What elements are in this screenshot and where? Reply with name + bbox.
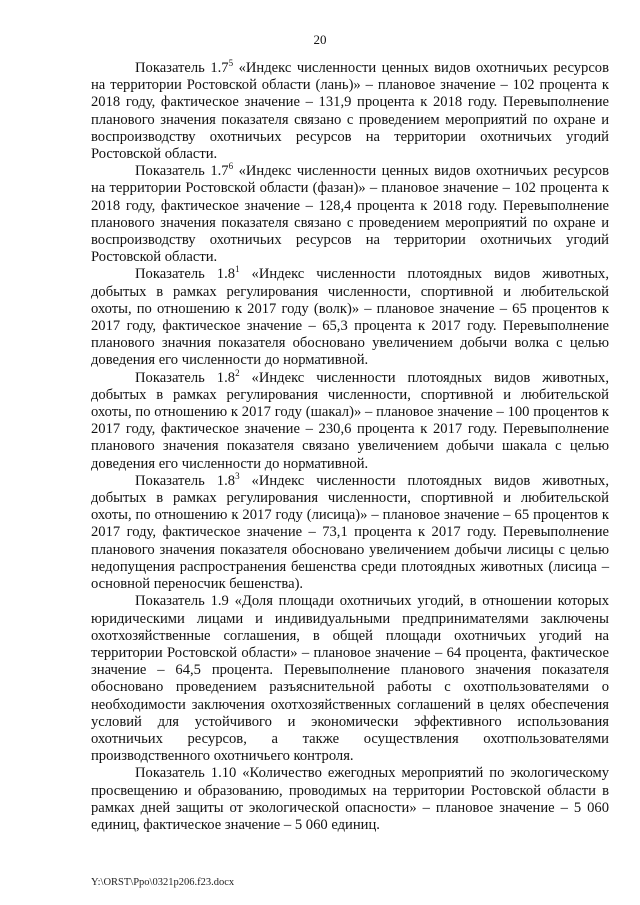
indicator-superscript: 3 [235, 471, 240, 482]
paragraph-text: «Доля площади охотничьих угодий, в отношении которых юридическими лицами и индивидуальными предпринимателями заключены охотхозяйственные соглашения, в общей площади охотничьих угодий на территории Ростовской области» – плановое значение – 64 процента, фактическое значение – 64,5 процента. Перевыполнение планового значения показателя обосновано проведением разъяснительной работы с охотпользователями о необходимости заключения охотхозяйственных соглашений в целях обеспечения условий для устойчивого и экономически эффективного использования охотничьих ресурсов, а также осуществления охотпользователями производственного охотничьего контроля. [91, 593, 609, 765]
indicator-label: Показатель 1.10 [135, 765, 237, 782]
paragraph-text: «Индекс численности плотоядных видов животных, добытых в рамках регулирования численности, спортивной и любительской охоты, по отношению к 2017 году (шакал)» – плановое значение – 100 процентов к 2017 году, фактическое значение – 230,6 процента к 2017 году. Перевыполнение планового значения показателя связано увеличением добычи шакала с целью доведения его численности до нормативной. [91, 369, 609, 472]
paragraph-text: «Индекс численности ценных видов охотничьих ресурсов на территории Ростовской области (лань)» – плановое значение – 102 процента к 2018 году, фактическое значение – 131,9 процента к 2018 году. Перевыполнение планового значения показателя связано с проведением мероприятий по охране и воспроизводству охотничьих ресурсов на территории охотничьих угодий Ростовской области. [91, 60, 609, 163]
paragraph-indicator-1-7-5 [91, 60, 609, 163]
paragraph-indicator-1-8-3 [91, 473, 609, 593]
paragraph-indicator-1-10 [91, 765, 609, 834]
indicator-label: Показатель 1.7 [135, 60, 229, 76]
file-path-footer: Y:\ORST\Ppo\0321p206.f23.docx [91, 877, 235, 888]
paragraph-indicator-1-8-1 [91, 266, 609, 369]
indicator-label: Показатель 1.7 [135, 163, 229, 180]
paragraph-text: «Индекс численности плотоядных видов животных, добытых в рамках регулирования численности, спортивной и любительской охоты, по отношению к 2017 году (лисица)» – плановое значение – 65 процентов к 2017 году, фактическое значение – 73,1 процента к 2017 году. Перевыполнение планового значения показателя обосновано увеличением добычи лисицы с целью недопущения распространения бешенства среди плотоядных животных (лисица – основной переносчик бешенства). [91, 472, 609, 593]
indicator-superscript: 6 [228, 161, 234, 172]
paragraph-indicator-1-7-6 [91, 163, 609, 266]
paragraph-indicator-1-8-2 [91, 367, 609, 473]
indicator-label: Показатель 1.9 [135, 593, 229, 610]
indicator-superscript: 2 [235, 367, 240, 378]
paragraph-text: «Количество ежегодных мероприятий по экологическому просвещению и образованию, проводимых на территории Ростовской области в рамках дней защиты от экологической опасности» – плановое значение – 5 060 единиц, фактическое значение – 5 060 единиц. [91, 765, 609, 833]
page-number: 20 [313, 32, 327, 47]
indicator-label: Показатель 1.8 [135, 369, 236, 386]
indicator-label: Показатель 1.8 [135, 266, 236, 283]
document-body [91, 60, 609, 834]
indicator-label: Показатель 1.8 [135, 472, 236, 489]
indicator-superscript: 1 [235, 264, 240, 275]
paragraph-indicator-1-9 [91, 593, 609, 765]
indicator-superscript: 5 [228, 58, 234, 69]
paragraph-text: «Индекс численности плотоядных видов животных, добытых в рамках регулирования численности, спортивной и любительской охоты, по отношению к 2017 году (волк)» – плановое значение – 65 процентов к 2017 году, фактическое значение – 65,3 процента к 2017 году. Перевыполнение планового значния показателя обосновано увеличением добычи волка с целью доведения его численности до нормативной. [91, 266, 609, 369]
paragraph-text: «Индекс численности ценных видов охотничьих ресурсов на территории Ростовской области (фазан)» – плановое значение – 102 процента к 2018 году, фактическое значение – 128,4 процента к 2018 году. Перевыполнение планового значения показателя связано с проведением мероприятий по охране и воспроизводству охотничьих ресурсов на территории охотничьих угодий Ростовской области. [91, 163, 609, 266]
